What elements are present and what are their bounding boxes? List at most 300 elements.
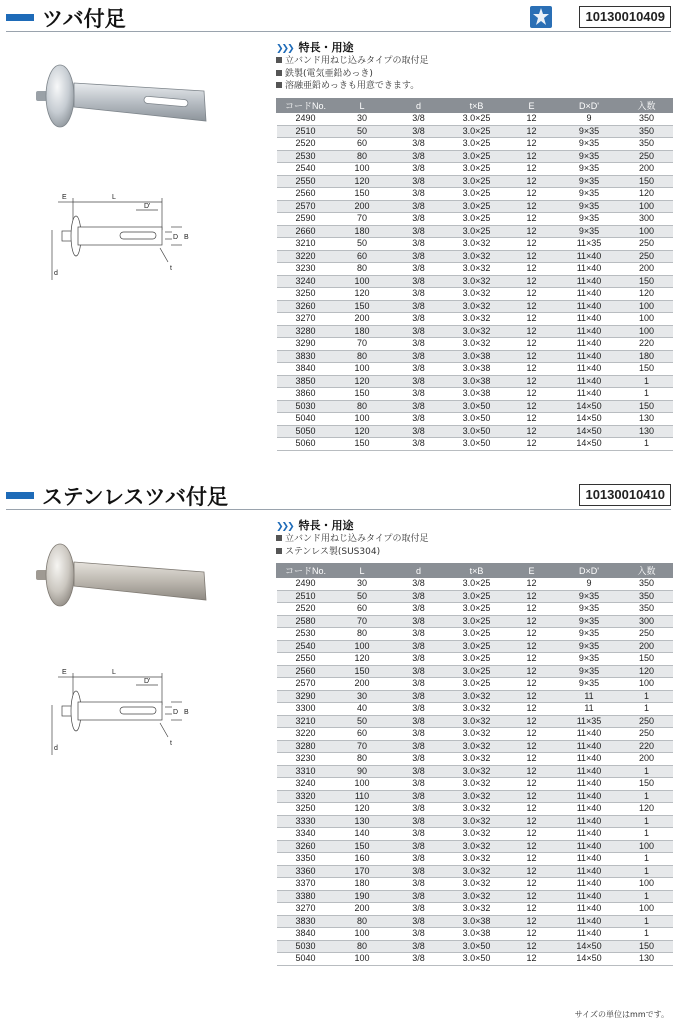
table-cell: 3/8	[390, 953, 448, 966]
table-cell: 1	[621, 890, 673, 903]
spec-table	[276, 563, 673, 966]
table-cell: 3/8	[390, 865, 448, 878]
table-cell: 5050	[277, 425, 335, 438]
table-cell: 3.0×32	[448, 815, 506, 828]
table-cell: 150	[335, 300, 390, 313]
table-cell: 12	[506, 928, 558, 941]
table-cell: 120	[621, 288, 673, 301]
table-cell: 12	[506, 338, 558, 351]
table-cell: 12	[506, 200, 558, 213]
table-cell: 11×40	[558, 753, 621, 766]
table-cell: 3/8	[390, 350, 448, 363]
table-cell: 150	[621, 275, 673, 288]
table-cell: 2550	[277, 175, 335, 188]
table-cell: 3/8	[390, 678, 448, 691]
table-cell: 3.0×25	[448, 590, 506, 603]
square-bullet-icon	[276, 535, 282, 541]
table-cell: 1	[621, 828, 673, 841]
table-cell: 11×35	[558, 238, 621, 251]
table-cell: 11×40	[558, 275, 621, 288]
table-cell: 100	[621, 313, 673, 326]
table-cell: 3.0×25	[448, 628, 506, 641]
table-row	[277, 438, 673, 451]
table-cell: 3/8	[390, 175, 448, 188]
table-cell: 3/8	[390, 113, 448, 126]
table-cell: 3/8	[390, 425, 448, 438]
table-row	[277, 250, 673, 263]
table-cell: 12	[506, 150, 558, 163]
column-header: E	[506, 99, 558, 113]
table-cell: 12	[506, 703, 558, 716]
table-cell: 100	[621, 300, 673, 313]
table-cell: 150	[621, 940, 673, 953]
section-title: ツバ付足	[42, 7, 126, 31]
table-row	[277, 590, 673, 603]
table-cell: 3/8	[390, 753, 448, 766]
table-cell: 2540	[277, 640, 335, 653]
table-cell: 3.0×32	[448, 703, 506, 716]
table-cell: 3/8	[390, 690, 448, 703]
table-cell: 12	[506, 878, 558, 891]
table-cell: 1	[621, 915, 673, 928]
table-cell: 12	[506, 225, 558, 238]
table-cell: 12	[506, 175, 558, 188]
table-cell: 190	[335, 890, 390, 903]
table-cell: 9×35	[558, 653, 621, 666]
table-cell: 3.0×32	[448, 778, 506, 791]
table-cell: 3/8	[390, 915, 448, 928]
table-cell: 3260	[277, 300, 335, 313]
table-row	[277, 715, 673, 728]
table-cell: 110	[335, 790, 390, 803]
table-cell: 130	[621, 413, 673, 426]
table-cell: 100	[335, 275, 390, 288]
table-cell: 250	[621, 150, 673, 163]
table-row	[277, 225, 673, 238]
table-cell: 3.0×38	[448, 928, 506, 941]
table-cell: 120	[621, 665, 673, 678]
table-cell: 14×50	[558, 413, 621, 426]
table-cell: 3330	[277, 815, 335, 828]
table-cell: 3/8	[390, 250, 448, 263]
table-cell: 3280	[277, 325, 335, 338]
table-cell: 3380	[277, 890, 335, 903]
table-cell: 100	[621, 325, 673, 338]
table-cell: 150	[621, 175, 673, 188]
square-bullet-icon	[276, 82, 282, 88]
table-cell: 100	[621, 840, 673, 853]
table-cell: 350	[621, 138, 673, 151]
product-code: 10130010409	[579, 6, 671, 28]
feature-item: 立バンド用ねじ込みタイプの取付足	[276, 533, 672, 546]
table-row	[277, 703, 673, 716]
table-cell: 3/8	[390, 628, 448, 641]
table-cell: 11×40	[558, 778, 621, 791]
table-cell: 70	[335, 338, 390, 351]
table-cell: 2540	[277, 163, 335, 176]
table-cell: 50	[335, 715, 390, 728]
column-header: L	[335, 564, 390, 578]
table-cell: 3.0×32	[448, 300, 506, 313]
table-cell: 150	[621, 653, 673, 666]
table-row	[277, 790, 673, 803]
table-cell: 2520	[277, 138, 335, 151]
table-cell: 12	[506, 375, 558, 388]
table-row	[277, 150, 673, 163]
table-row	[277, 865, 673, 878]
table-cell: 200	[335, 200, 390, 213]
table-cell: 3/8	[390, 703, 448, 716]
table-cell: 3.0×25	[448, 150, 506, 163]
table-row	[277, 578, 673, 591]
table-cell: 80	[335, 150, 390, 163]
table-cell: 220	[621, 338, 673, 351]
table-cell: 3.0×25	[448, 640, 506, 653]
table-cell: 2570	[277, 200, 335, 213]
table-cell: 350	[621, 113, 673, 126]
square-bullet-icon	[276, 57, 282, 63]
table-cell: 120	[621, 803, 673, 816]
table-cell: 120	[335, 288, 390, 301]
dim-label-d: d	[54, 270, 58, 277]
table-cell: 3850	[277, 375, 335, 388]
table-cell: 250	[621, 628, 673, 641]
table-cell: 3.0×25	[448, 163, 506, 176]
table-cell: 12	[506, 778, 558, 791]
table-cell: 1	[621, 928, 673, 941]
table-cell: 9×35	[558, 615, 621, 628]
column-header: コードNo.	[277, 99, 335, 113]
table-cell: 3.0×32	[448, 853, 506, 866]
table-cell: 11×40	[558, 878, 621, 891]
table-cell: 3/8	[390, 615, 448, 628]
table-cell: 3/8	[390, 400, 448, 413]
column-header: t×B	[448, 564, 506, 578]
table-cell: 150	[621, 400, 673, 413]
table-cell: 3/8	[390, 438, 448, 451]
table-cell: 3/8	[390, 338, 448, 351]
features-title-text: 特長・用途	[298, 41, 354, 54]
table-row	[277, 815, 673, 828]
table-cell: 12	[506, 288, 558, 301]
table-cell: 3830	[277, 350, 335, 363]
table-cell: 12	[506, 615, 558, 628]
table-cell: 2560	[277, 188, 335, 201]
table-cell: 11×40	[558, 350, 621, 363]
table-cell: 100	[335, 640, 390, 653]
table-cell: 1	[621, 865, 673, 878]
column-header: d	[390, 564, 448, 578]
table-cell: 350	[621, 578, 673, 591]
table-cell: 9×35	[558, 640, 621, 653]
table-cell: 3/8	[390, 213, 448, 226]
table-cell: 3.0×25	[448, 113, 506, 126]
table-cell: 1	[621, 815, 673, 828]
table-cell: 80	[335, 263, 390, 276]
table-row	[277, 728, 673, 741]
table-cell: 12	[506, 263, 558, 276]
table-cell: 3/8	[390, 765, 448, 778]
table-cell: 3240	[277, 275, 335, 288]
table-cell: 9×35	[558, 213, 621, 226]
product-photo-stainless	[34, 538, 209, 618]
table-cell: 12	[506, 388, 558, 401]
features-title	[276, 518, 672, 533]
table-cell: 3/8	[390, 815, 448, 828]
dim-label-Dp: D'	[144, 678, 151, 685]
table-cell: 100	[335, 163, 390, 176]
product-photo-zinc	[34, 57, 209, 137]
table-cell: 3/8	[390, 225, 448, 238]
table-cell: 80	[335, 628, 390, 641]
table-cell: 12	[506, 690, 558, 703]
table-cell: 11×40	[558, 765, 621, 778]
dim-label-d: d	[54, 745, 58, 752]
table-cell: 3.0×32	[448, 765, 506, 778]
table-cell: 3/8	[390, 375, 448, 388]
table-cell: 200	[621, 753, 673, 766]
table-cell: 350	[621, 125, 673, 138]
table-cell: 12	[506, 438, 558, 451]
table-cell: 3290	[277, 338, 335, 351]
table-cell: 3/8	[390, 238, 448, 251]
column-header: D×D'	[558, 99, 621, 113]
spec-table	[276, 98, 673, 451]
table-cell: 12	[506, 740, 558, 753]
table-cell: 3270	[277, 313, 335, 326]
table-cell: 11×40	[558, 865, 621, 878]
table-cell: 80	[335, 350, 390, 363]
table-cell: 3860	[277, 388, 335, 401]
table-cell: 12	[506, 325, 558, 338]
table-cell: 9×35	[558, 200, 621, 213]
table-cell: 2570	[277, 678, 335, 691]
table-row	[277, 175, 673, 188]
table-cell: 9×35	[558, 150, 621, 163]
table-cell: 350	[621, 603, 673, 616]
table-cell: 9×35	[558, 163, 621, 176]
table-cell: 100	[621, 903, 673, 916]
table-cell: 9×35	[558, 188, 621, 201]
table-cell: 9×35	[558, 225, 621, 238]
table-cell: 120	[621, 188, 673, 201]
table-cell: 50	[335, 238, 390, 251]
table-cell: 3.0×32	[448, 288, 506, 301]
table-cell: 3/8	[390, 878, 448, 891]
table-row	[277, 890, 673, 903]
table-cell: 200	[335, 678, 390, 691]
table-cell: 11×40	[558, 250, 621, 263]
table-cell: 3.0×38	[448, 915, 506, 928]
table-cell: 11×40	[558, 288, 621, 301]
table-cell: 12	[506, 940, 558, 953]
table-cell: 11×40	[558, 363, 621, 376]
features-block	[276, 40, 672, 93]
column-header: コードNo.	[277, 564, 335, 578]
table-cell: 12	[506, 828, 558, 841]
table-cell: 50	[335, 125, 390, 138]
table-cell: 3.0×32	[448, 840, 506, 853]
table-cell: 12	[506, 728, 558, 741]
table-cell: 3290	[277, 690, 335, 703]
table-cell: 3/8	[390, 790, 448, 803]
table-cell: 3.0×32	[448, 903, 506, 916]
table-cell: 3.0×25	[448, 200, 506, 213]
table-row	[277, 163, 673, 176]
table-row	[277, 753, 673, 766]
table-cell: 50	[335, 590, 390, 603]
table-cell: 3.0×38	[448, 363, 506, 376]
table-cell: 3.0×32	[448, 690, 506, 703]
table-cell: 3.0×32	[448, 865, 506, 878]
table-row	[277, 213, 673, 226]
table-cell: 60	[335, 728, 390, 741]
section-divider	[6, 31, 671, 32]
table-cell: 11×40	[558, 338, 621, 351]
table-cell: 5060	[277, 438, 335, 451]
table-cell: 30	[335, 113, 390, 126]
table-cell: 3/8	[390, 325, 448, 338]
table-cell: 120	[335, 425, 390, 438]
table-cell: 3/8	[390, 300, 448, 313]
table-cell: 3.0×25	[448, 678, 506, 691]
table-cell: 3230	[277, 263, 335, 276]
section-header-1	[0, 1, 677, 33]
table-cell: 100	[621, 678, 673, 691]
table-cell: 3/8	[390, 665, 448, 678]
column-header: 入数	[621, 564, 673, 578]
table-cell: 150	[335, 388, 390, 401]
table-cell: 3830	[277, 915, 335, 928]
dim-label-Dp: D'	[144, 203, 151, 210]
table-cell: 12	[506, 903, 558, 916]
feature-item: 鉄製(電気亜鉛めっき)	[276, 68, 672, 81]
table-cell: 130	[335, 815, 390, 828]
table-cell: 12	[506, 715, 558, 728]
table-cell: 2580	[277, 615, 335, 628]
table-cell: 12	[506, 640, 558, 653]
table-cell: 3.0×50	[448, 400, 506, 413]
table-row	[277, 740, 673, 753]
column-header: d	[390, 99, 448, 113]
table-cell: 12	[506, 953, 558, 966]
table-cell: 3/8	[390, 200, 448, 213]
chevrons-right-icon: ❯❯❯	[276, 522, 293, 532]
table-cell: 200	[335, 313, 390, 326]
column-header: E	[506, 564, 558, 578]
table-cell: 120	[335, 653, 390, 666]
table-cell: 3.0×25	[448, 138, 506, 151]
table-cell: 3.0×50	[448, 413, 506, 426]
dim-label-D: D	[173, 709, 179, 716]
table-cell: 9×35	[558, 590, 621, 603]
table-row	[277, 765, 673, 778]
table-cell: 150	[335, 188, 390, 201]
table-cell: 3.0×25	[448, 615, 506, 628]
table-cell: 12	[506, 603, 558, 616]
table-cell: 3.0×25	[448, 578, 506, 591]
table-cell: 250	[621, 238, 673, 251]
table-cell: 2530	[277, 150, 335, 163]
table-cell: 30	[335, 690, 390, 703]
table-row	[277, 425, 673, 438]
table-cell: 11×40	[558, 915, 621, 928]
table-row	[277, 603, 673, 616]
table-cell: 3/8	[390, 903, 448, 916]
table-cell: 180	[335, 225, 390, 238]
table-cell: 3.0×32	[448, 238, 506, 251]
table-cell: 80	[335, 753, 390, 766]
table-cell: 3/8	[390, 853, 448, 866]
table-cell: 3.0×32	[448, 715, 506, 728]
table-cell: 3.0×25	[448, 175, 506, 188]
table-cell: 3270	[277, 903, 335, 916]
table-row	[277, 940, 673, 953]
table-cell: 70	[335, 213, 390, 226]
table-cell: 3/8	[390, 288, 448, 301]
table-cell: 3.0×32	[448, 250, 506, 263]
table-row	[277, 238, 673, 251]
table-cell: 3/8	[390, 653, 448, 666]
table-cell: 9×35	[558, 175, 621, 188]
features-title-text: 特長・用途	[298, 519, 354, 532]
table-row	[277, 313, 673, 326]
table-cell: 12	[506, 250, 558, 263]
dim-label-t: t	[170, 265, 172, 272]
table-cell: 3.0×38	[448, 375, 506, 388]
table-cell: 3.0×32	[448, 728, 506, 741]
table-cell: 250	[621, 250, 673, 263]
table-cell: 1	[621, 690, 673, 703]
table-cell: 3/8	[390, 275, 448, 288]
table-cell: 2490	[277, 578, 335, 591]
category-badge-icon	[530, 6, 552, 28]
table-cell: 2660	[277, 225, 335, 238]
table-cell: 60	[335, 138, 390, 151]
table-row	[277, 903, 673, 916]
table-cell: 3300	[277, 703, 335, 716]
table-cell: 3.0×50	[448, 425, 506, 438]
table-cell: 120	[335, 175, 390, 188]
table-cell: 12	[506, 578, 558, 591]
table-cell: 2490	[277, 113, 335, 126]
table-cell: 11×40	[558, 313, 621, 326]
table-row	[277, 915, 673, 928]
table-cell: 3/8	[390, 803, 448, 816]
table-cell: 3.0×32	[448, 338, 506, 351]
table-cell: 3/8	[390, 590, 448, 603]
table-header-row	[277, 99, 673, 113]
table-cell: 200	[621, 640, 673, 653]
table-row	[277, 653, 673, 666]
table-cell: 1	[621, 375, 673, 388]
table-row	[277, 300, 673, 313]
table-cell: 350	[621, 590, 673, 603]
table-row	[277, 400, 673, 413]
table-cell: 3/8	[390, 388, 448, 401]
table-cell: 3/8	[390, 150, 448, 163]
table-cell: 3.0×32	[448, 740, 506, 753]
table-cell: 1	[621, 853, 673, 866]
table-cell: 100	[621, 200, 673, 213]
table-cell: 12	[506, 300, 558, 313]
table-cell: 3250	[277, 288, 335, 301]
table-cell: 2510	[277, 125, 335, 138]
column-header: 入数	[621, 99, 673, 113]
table-cell: 150	[621, 778, 673, 791]
table-row	[277, 413, 673, 426]
table-cell: 14×50	[558, 953, 621, 966]
